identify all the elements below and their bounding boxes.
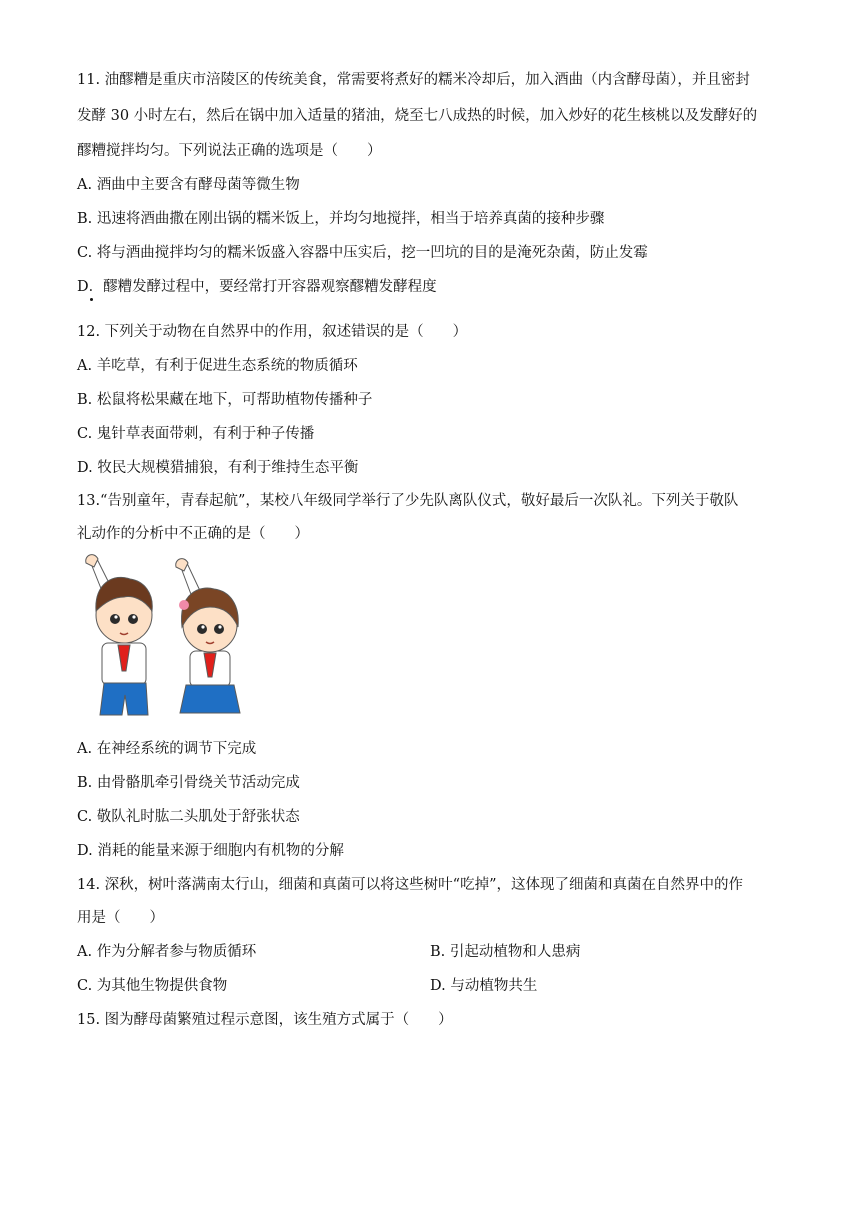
boy-figure — [86, 555, 153, 715]
q14-option-a: A. 作为分解者参与物质循环 — [77, 944, 257, 960]
q13-option-c: C. 敬队礼时肱二头肌处于舒张状态 — [77, 809, 300, 825]
q15-stem: 15. 图为酵母菌繁殖过程示意图，该生殖方式属于（ ） — [77, 1012, 453, 1028]
boy-pants — [100, 683, 148, 715]
q11-stem-line1: 11. 油醪糟是重庆市涪陵区的传统美食，常需要将煮好的糯米冷却后，加入酒曲（内含酵母菌），并且密封 — [77, 72, 750, 88]
q13-stem-line1: 13.“告别童年，青春起航”，某校八年级同学举行了少先队离队仪式，敬好最后一次队礼。下列关于敬队 — [77, 493, 739, 509]
girl-figure — [176, 559, 240, 713]
q14-stem-line1: 14. 深秋，树叶落满南太行山，细菌和真菌可以将这些树叶“吃掉”，这体现了细菌和真菌在自然界中的作 — [77, 877, 743, 893]
q11-option-a: A. 酒曲中主要含有酵母菌等微生物 — [77, 177, 300, 193]
q11-option-c: C. 将与酒曲搅拌均匀的糯米饭盛入容器中压实后，挖一凹坑的目的是淹死杂菌，防止发霉 — [77, 245, 648, 261]
q13-stem-line2: 礼动作的分析中不正确的是（ ） — [77, 526, 309, 542]
q12-option-d: D. 牧民大规模猎捕狼，有利于维持生态平衡 — [77, 460, 359, 476]
q12-stem: 12. 下列关于动物在自然界中的作用，叙述错误的是（ ） — [77, 324, 468, 340]
girl-skirt — [180, 685, 240, 713]
q11-option-d: D．醪糟发酵过程中，要经常打开容器观察醪糟发酵程度 — [77, 279, 437, 295]
q14-option-d: D. 与动植物共生 — [430, 978, 538, 994]
q14-stem-line2: 用是（ ） — [77, 910, 164, 926]
q11-stem-line3: 醪糟搅拌均匀。下列说法正确的选项是（ ） — [77, 143, 382, 159]
q11-option-b: B. 迅速将酒曲撒在刚出锅的糯米饭上，并均匀地搅拌，相当于培养真菌的接种步骤 — [77, 211, 605, 227]
q12-option-a: A. 羊吃草，有利于促进生态系统的物质循环 — [77, 358, 358, 374]
q13-option-b: B. 由骨骼肌牵引骨绕关节活动完成 — [77, 775, 300, 791]
q13-option-a: A. 在神经系统的调节下完成 — [77, 741, 257, 757]
saluting-students-illustration — [80, 553, 246, 719]
q13-option-d: D. 消耗的能量来源于细胞内有机物的分解 — [77, 843, 344, 859]
girl-hair-clip — [179, 600, 189, 610]
q11-stem-line2: 发酵 30 小时左右，然后在锅中加入适量的猪油，烧至七八成热的时候，加入炒好的花生核桃以及发酵好的 — [77, 108, 758, 124]
q14-option-c: C. 为其他生物提供食物 — [77, 978, 228, 994]
q12-option-c: C. 鬼针草表面带刺，有利于种子传播 — [77, 426, 315, 442]
q12-option-b: B. 松鼠将松果藏在地下，可帮助植物传播种子 — [77, 392, 373, 408]
stray-dot — [90, 298, 93, 301]
q14-option-b: B. 引起动植物和人患病 — [430, 944, 581, 960]
